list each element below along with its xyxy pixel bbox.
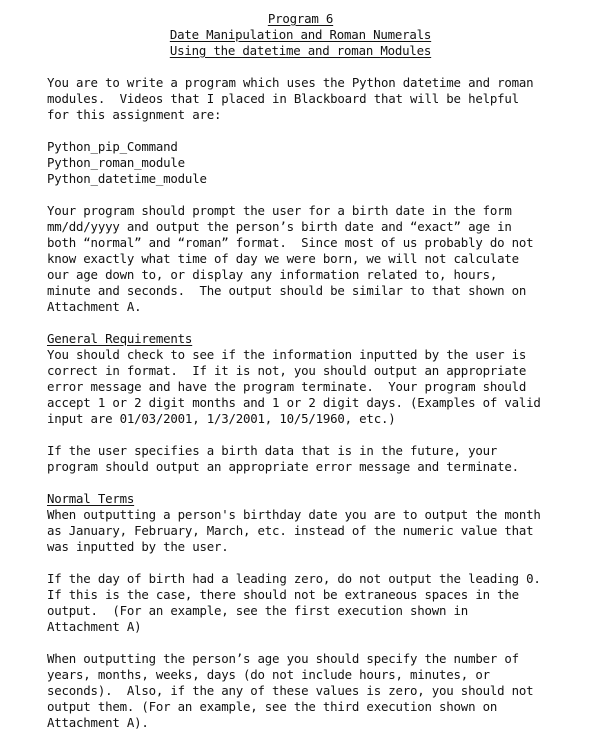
general-requirements-heading: General Requirements bbox=[47, 331, 193, 346]
normal-line: Attachment A) bbox=[47, 619, 142, 634]
general-paragraph-2 bbox=[47, 443, 587, 475]
general-line: If the user specifies a birth data that is in the future, your bbox=[47, 443, 498, 458]
normal-line: years, months, weeks, days (do not include hours, minutes, or bbox=[47, 667, 490, 682]
normal-terms-section bbox=[47, 491, 587, 731]
normal-line: output them. (For an example, see the third execution shown on bbox=[47, 699, 498, 714]
normal-paragraph-1 bbox=[47, 507, 587, 555]
video-item: Python_roman_module bbox=[47, 155, 185, 170]
video-item: Python_datetime_module bbox=[47, 171, 207, 186]
description-paragraph bbox=[47, 203, 587, 315]
normal-line: When outputting a person's birthday date you are to output the month bbox=[47, 507, 541, 522]
normal-line: Attachment A). bbox=[47, 715, 149, 730]
description-line: Your program should prompt the user for a birth date in the form bbox=[47, 203, 512, 218]
intro-line: for this assignment are: bbox=[47, 107, 222, 122]
normal-line: seconds). Also, if the any of these values is zero, you should not bbox=[47, 683, 534, 698]
title-line-1: Program 6 bbox=[267, 11, 334, 26]
general-line: error message and have the program terminate. Your program should bbox=[47, 379, 527, 394]
video-item: Python_pip_Command bbox=[47, 139, 178, 154]
general-line: You should check to see if the information inputted by the user is bbox=[47, 347, 527, 362]
intro-line: modules. Videos that I placed in Blackboard that will be helpful bbox=[47, 91, 519, 106]
normal-line: If the day of birth had a leading zero, do not output the leading 0. bbox=[47, 571, 541, 586]
general-line: program should output an appropriate error message and terminate. bbox=[47, 459, 519, 474]
description-line: mm/dd/yyyy and output the person’s birth date and “exact” age in bbox=[47, 219, 512, 234]
general-requirements-section bbox=[47, 331, 587, 475]
document-body bbox=[47, 75, 587, 731]
intro-line: You are to write a program which uses the Python datetime and roman bbox=[47, 75, 534, 90]
title-line-2: Date Manipulation and Roman Numerals bbox=[169, 27, 432, 42]
general-line: input are 01/03/2001, 1/3/2001, 10/5/1960, etc.) bbox=[47, 411, 396, 426]
normal-line: output. (For an example, see the first execution shown in bbox=[47, 603, 469, 618]
normal-terms-heading: Normal Terms bbox=[47, 491, 135, 506]
video-list bbox=[47, 139, 587, 187]
description-line: know exactly what time of day we were born, we will not calculate bbox=[47, 251, 519, 266]
general-paragraph-1 bbox=[47, 347, 587, 427]
document-title bbox=[0, 11, 601, 59]
general-line: accept 1 or 2 digit months and 1 or 2 digit days. (Examples of valid bbox=[47, 395, 541, 410]
normal-line: When outputting the person’s age you should specify the number of bbox=[47, 651, 519, 666]
description-line: our age down to, or display any information related to, hours, bbox=[47, 267, 498, 282]
description-line: Attachment A. bbox=[47, 299, 142, 314]
intro-paragraph bbox=[47, 75, 587, 123]
normal-paragraph-2 bbox=[47, 571, 587, 635]
normal-line: If this is the case, there should not be extraneous spaces in the bbox=[47, 587, 519, 602]
normal-line: as January, February, March, etc. instead of the numeric value that bbox=[47, 523, 534, 538]
normal-paragraph-3 bbox=[47, 651, 587, 731]
normal-line: was inputted by the user. bbox=[47, 539, 229, 554]
description-line: minute and seconds. The output should be similar to that shown on bbox=[47, 283, 527, 298]
title-line-3: Using the datetime and roman Modules bbox=[169, 43, 432, 58]
description-line: both “normal” and “roman” format. Since most of us probably do not bbox=[47, 235, 534, 250]
general-line: correct in format. If it is not, you should output an appropriate bbox=[47, 363, 527, 378]
